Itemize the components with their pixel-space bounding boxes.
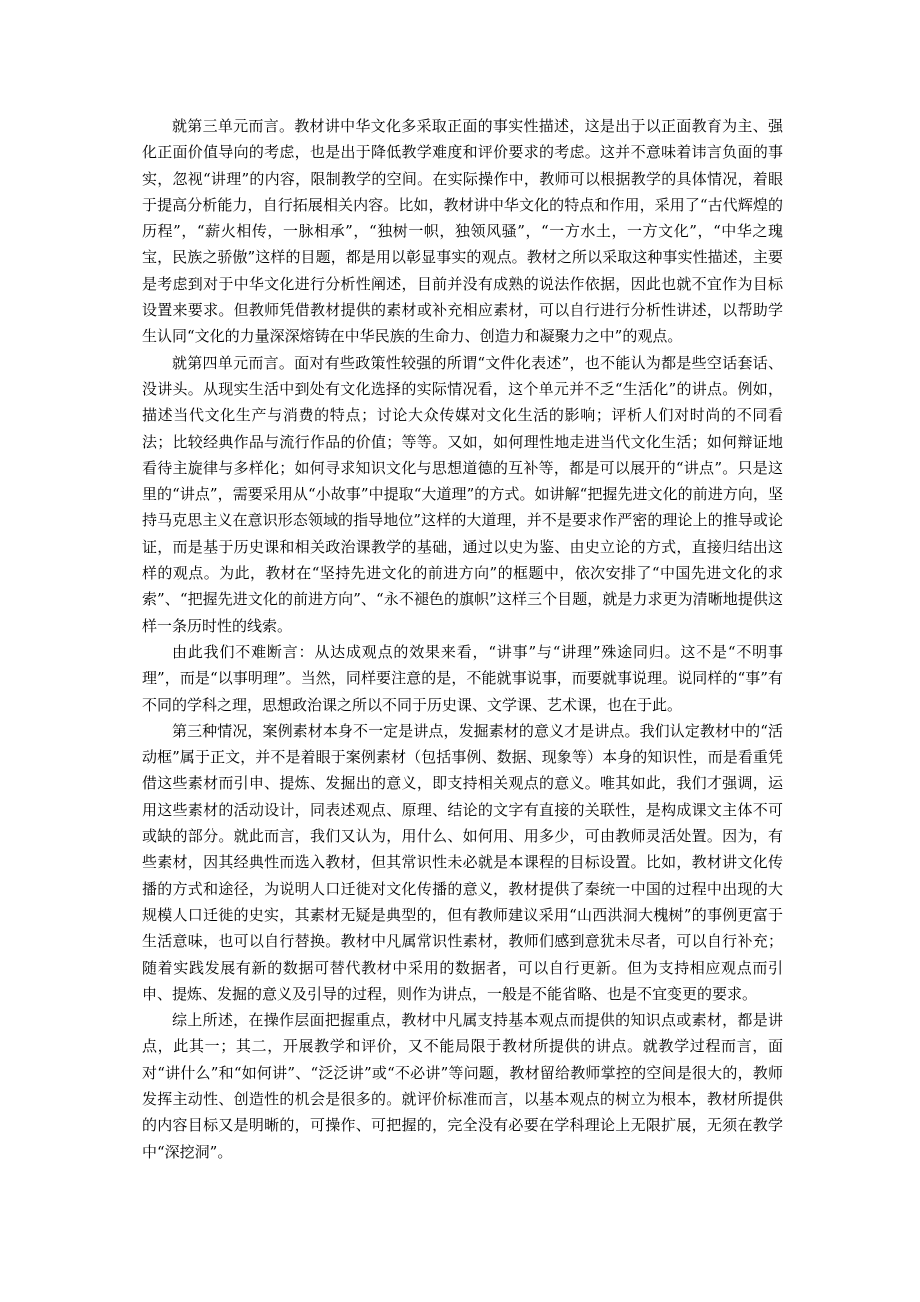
paragraph-third-case: 第三种情况，案例素材本身不一定是讲点，发掘素材的意义才是讲点。我们认定教材中的“活动框”属于正文，并不是着眼于案例素材（包括事例、数据、现象等）本身的知识性，而是看重凭借这些素材而引申、提炼、发掘出的意义，即支持相关观点的意义。唯其如此，我们才强调，运用这些素材的活动设计，同表述观点、原理、结论的文字有直接的关联性，是构成课文主体不可或缺的部分。就此而言，我们又认为，用什么、如何用、用多少，可由教师灵活处置。因为，有些素材，因其经典性而选入教材，但其常识性未必就是本课程的目标设置。比如，教材讲文化传播的方式和途径，为说明人口迁徙对文化传播的意义，教材提供了秦统一中国的过程中出现的大规模人口迁徙的史实，其素材无疑是典型的，但有教师建议采用“山西洪洞大槐树”的事例更富于生活意味，也可以自行替换。教材中凡属常识性素材，教师们感到意犹未尽者，可以自行补充；随着实践发展有新的数据可替代教材中采用的数据者，可以自行更新。但为支持相应观点而引申、提炼、发掘的意义及引导的过程，则作为讲点，一般是不能省略、也是不宜变更的要求。 xyxy=(142,721,783,1003)
paragraph-unit-three: 就第三单元而言。教材讲中华文化多采取正面的事实性描述，这是出于以正面教育为主、强化正面价值导向的考虑，也是出于降低教学难度和评价要求的考虑。这并不意味着讳言负面的事实，忽视“讲理”的内容，限制教学的空间。在实际操作中，教师可以根据教学的具体情况，着眼于提高分析能力，自行拓展相关内容。比如，教材讲中华文化的特点和作用，采用了“古代辉煌的历程”，“薪火相传，一脉相承”，“独树一帜，独领风骚”，“一方水土，一方文化”，“中华之瑰宝，民族之骄傲”这样的目题，都是用以彰显事实的观点。教材之所以采取这种事实性描述，主要是考虑到对于中华文化进行分析性阐述，目前并没有成熟的说法作依据，因此也就不宜作为目标设置来要求。但教师凭借教材提供的素材或补充相应素材，可以自行进行分析性讲述，以帮助学生认同“文化的力量深深熔铸在中华民族的生命力、创造力和凝聚力之中”的观点。 xyxy=(142,117,783,346)
paragraph-summary: 综上所述，在操作层面把握重点，教材中凡属支持基本观点而提供的知识点或素材，都是讲点，此其一；其二，开展教学和评价，又不能局限于教材所提供的讲点。就教学过程而言，面对“讲什么”和“如何讲”、“泛泛讲”或“不必讲”等问题，教材留给教师掌控的空间是很大的，教师发挥主动性、创造性的机会是很多的。就评价标准而言，以基本观点的树立为根本，教材所提供的内容目标又是明晰的，可操作、可把握的，完全没有必要在学科理论上无限扩展，无须在教学中“深挖洞”。 xyxy=(142,1011,783,1161)
paragraph-unit-four: 就第四单元而言。面对有些政策性较强的所谓“文件化表述”，也不能认为都是些空话套话、没讲头。从现实生活中到处有文化选择的实际情况看，这个单元并不乏“生活化”的讲点。例如，描述当代文化生产与消费的特点；讨论大众传媒对文化生活的影响；评析人们对时尚的不同看法；比较经典作品与流行作品的价值；等等。又如，如何理性地走进当代文化生活；如何辩证地看待主旋律与多样化；如何寻求知识文化与思想道德的互补等，都是可以展开的“讲点”。只是这里的“讲点”，需要采用从“小故事”中提取“大道理”的方式。如讲解“把握先进文化的前进方向，坚持马克思主义在意识形态领域的指导地位”这样的大道理，并不是要求作严密的理论上的推导或论证，而是基于历史课和相关政治课教学的基础，通过以史为鉴、由史立论的方式，直接归结出这样的观点。为此，教材在“坚持先进文化的前进方向”的框题中，依次安排了“中国先进文化的求索”、“把握先进文化的前进方向”、“永不褪色的旗帜”这样三个目题，就是力求更为清晰地提供这样一条历时性的线索。 xyxy=(142,353,783,635)
paragraph-conclusion-facts: 由此我们不难断言：从达成观点的效果来看，“讲事”与“讲理”殊途同归。这不是“不明事理”，而是“以事明理”。当然，同样要注意的是，不能就事说事，而要就事说理。说同样的“事”有不同的学科之理，思想政治课之所以不同于历史课、文学课、艺术课，也在于此。 xyxy=(142,642,783,714)
document-page xyxy=(142,113,783,1165)
